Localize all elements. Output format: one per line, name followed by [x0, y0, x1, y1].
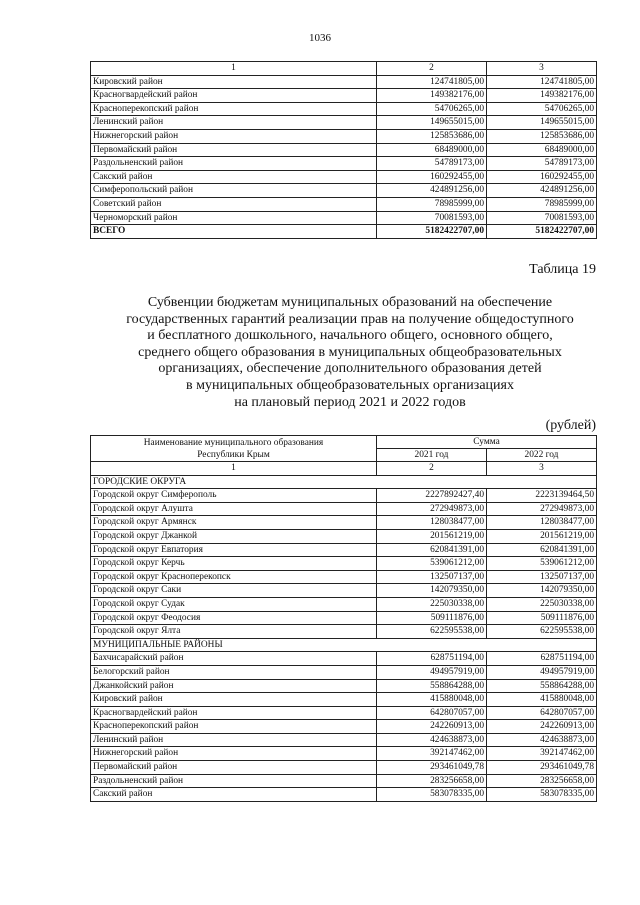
row-name: Белогорский район [91, 665, 377, 679]
row-name: Нижнегорский район [91, 129, 377, 143]
value-col3: 272949873,00 [487, 502, 597, 516]
value-col3: 642807057,00 [487, 706, 597, 720]
page-number: 1036 [309, 32, 331, 44]
value-col3: 125853686,00 [487, 129, 597, 143]
value-col3: 128038477,00 [487, 516, 597, 530]
value-col3: 78985999,00 [487, 197, 597, 211]
column-number: 1 [91, 62, 377, 76]
value-col3: 583078335,00 [487, 788, 597, 802]
value-col3: 509111876,00 [487, 611, 597, 625]
table-19 [90, 435, 597, 802]
value-col3: 132507137,00 [487, 570, 597, 584]
title-line: Субвенции бюджетам муниципальных образований на обеспечение [147, 295, 553, 310]
table-row [91, 557, 597, 571]
table-row [91, 116, 597, 130]
value-col2: 283256658,00 [377, 774, 487, 788]
value-col3: 142079350,00 [487, 584, 597, 598]
column-number: 2 [377, 62, 487, 76]
row-name: ВСЕГО [91, 225, 377, 239]
table-row [91, 761, 597, 775]
table-continued-body [91, 62, 597, 239]
value-col2: 424891256,00 [377, 184, 487, 198]
column-name-line: Наименование муниципального образования [143, 437, 324, 448]
value-col2: 225030338,00 [377, 597, 487, 611]
table-row [91, 584, 597, 598]
value-col2: 78985999,00 [377, 197, 487, 211]
column-number: 3 [487, 62, 597, 76]
value-col2: 125853686,00 [377, 129, 487, 143]
value-col3: 628751194,00 [487, 652, 597, 666]
value-col2: 160292455,00 [377, 170, 487, 184]
value-col3: 225030338,00 [487, 597, 597, 611]
value-col3: 124741805,00 [487, 75, 597, 89]
column-year-2022: 2022 год [487, 449, 597, 462]
row-name: Городской округ Армянск [91, 516, 377, 530]
row-name: Ленинский район [91, 116, 377, 130]
table-row [91, 502, 597, 516]
table-header-row [91, 62, 597, 76]
value-col2: 620841391,00 [377, 543, 487, 557]
column-sum-header: Сумма [377, 436, 597, 449]
table-row [91, 489, 597, 503]
table-row [91, 129, 597, 143]
table-row [91, 747, 597, 761]
row-name: Городской округ Джанкой [91, 529, 377, 543]
value-col3: 283256658,00 [487, 774, 597, 788]
table-title [60, 295, 640, 411]
table-row [91, 170, 597, 184]
row-name: Бахчисарайский район [91, 652, 377, 666]
row-name: Первомайский район [91, 143, 377, 157]
value-col2: 539061212,00 [377, 557, 487, 571]
table-row [91, 143, 597, 157]
column-name-header [91, 436, 377, 462]
value-col2: 149655015,00 [377, 116, 487, 130]
row-name: Симферопольский район [91, 184, 377, 198]
value-col2: 293461049,78 [377, 761, 487, 775]
value-col2: 558864288,00 [377, 679, 487, 693]
value-col2: 149382176,00 [377, 89, 487, 103]
row-name: Сакский район [91, 788, 377, 802]
column-number: 1 [91, 462, 377, 476]
value-col2: 272949873,00 [377, 502, 487, 516]
value-col2: 54789173,00 [377, 157, 487, 171]
row-name: Советский район [91, 197, 377, 211]
table-row [91, 157, 597, 171]
value-col3: 201561219,00 [487, 529, 597, 543]
section-title: ГОРОДСКИЕ ОКРУГА [91, 475, 597, 489]
value-col2: 509111876,00 [377, 611, 487, 625]
value-col3: 68489000,00 [487, 143, 597, 157]
value-col3: 424638873,00 [487, 733, 597, 747]
row-name: Городской округ Керчь [91, 557, 377, 571]
row-name: Городской округ Саки [91, 584, 377, 598]
value-col2: 583078335,00 [377, 788, 487, 802]
row-name: Черноморский район [91, 211, 377, 225]
value-col2: 494957919,00 [377, 665, 487, 679]
table-number-row [91, 462, 597, 476]
table-row [91, 788, 597, 802]
value-col3: 5182422707,00 [487, 225, 597, 239]
table-row [91, 706, 597, 720]
table-row [91, 570, 597, 584]
section-row [91, 475, 597, 489]
row-name: Городской округ Ялта [91, 625, 377, 639]
table-row [91, 597, 597, 611]
table-row [91, 543, 597, 557]
value-col2: 124741805,00 [377, 75, 487, 89]
row-name: Кировский район [91, 75, 377, 89]
value-col2: 128038477,00 [377, 516, 487, 530]
title-line: на плановый период 2021 и 2022 годов [234, 394, 466, 410]
value-col3: 149655015,00 [487, 116, 597, 130]
value-col3: 622595538,00 [487, 625, 597, 639]
value-col3: 70081593,00 [487, 211, 597, 225]
table-row [91, 625, 597, 639]
row-name: Городской округ Судак [91, 597, 377, 611]
value-col2: 242260913,00 [377, 720, 487, 734]
table-row [91, 184, 597, 198]
value-col2: 628751194,00 [377, 652, 487, 666]
row-name: Нижнегорский район [91, 747, 377, 761]
table-row [91, 720, 597, 734]
value-col2: 54706265,00 [377, 102, 487, 116]
value-col3: 620841391,00 [487, 543, 597, 557]
row-name: Городской округ Алушта [91, 502, 377, 516]
value-col2: 415880048,00 [377, 693, 487, 707]
table-continued [90, 61, 597, 239]
value-col2: 68489000,00 [377, 143, 487, 157]
table-19-body [91, 436, 597, 802]
table-row [91, 197, 597, 211]
value-col3: 2223139464,50 [487, 489, 597, 503]
table-row [91, 774, 597, 788]
section-row [91, 638, 597, 652]
table-row [91, 679, 597, 693]
value-col2: 622595538,00 [377, 625, 487, 639]
value-col2: 2227892427,40 [377, 489, 487, 503]
value-col3: 242260913,00 [487, 720, 597, 734]
table-row [91, 529, 597, 543]
table-row [91, 665, 597, 679]
column-number: 3 [487, 462, 597, 476]
title-line: в муниципальных общеобразовательных организациях [186, 377, 514, 393]
value-col2: 642807057,00 [377, 706, 487, 720]
value-col2: 201561219,00 [377, 529, 487, 543]
value-col3: 392147462,00 [487, 747, 597, 761]
table-row [91, 102, 597, 116]
row-name: Красногвардейский район [91, 89, 377, 103]
table-header-row [91, 436, 597, 449]
title-line: среднего общего образования в муниципальных общеобразовательных [138, 344, 562, 360]
title-line: государственных гарантий реализации прав на получение общедоступного [126, 311, 574, 327]
row-name: Красноперекопский район [91, 720, 377, 734]
table-row [91, 516, 597, 530]
value-col2: 142079350,00 [377, 584, 487, 598]
row-name: Сакский район [91, 170, 377, 184]
table-row [91, 611, 597, 625]
row-name: Раздольненский район [91, 157, 377, 171]
row-name: Джанкойский район [91, 679, 377, 693]
table-row [91, 75, 597, 89]
table-row [91, 211, 597, 225]
table-total-row [91, 225, 597, 239]
value-col3: 149382176,00 [487, 89, 597, 103]
column-year-2021: 2021 год [377, 449, 487, 462]
table-row [91, 733, 597, 747]
table-row [91, 693, 597, 707]
table-label: Таблица 19 [529, 262, 596, 277]
value-col2: 424638873,00 [377, 733, 487, 747]
section-title: МУНИЦИПАЛЬНЫЕ РАЙОНЫ [91, 638, 597, 652]
value-col3: 54789173,00 [487, 157, 597, 171]
value-col2: 392147462,00 [377, 747, 487, 761]
title-line: организациях, обеспечение дополнительного образования детей [158, 361, 542, 377]
value-col2: 70081593,00 [377, 211, 487, 225]
value-col3: 293461049,78 [487, 761, 597, 775]
value-col2: 132507137,00 [377, 570, 487, 584]
value-col3: 494957919,00 [487, 665, 597, 679]
unit-label: (рублей) [545, 418, 596, 433]
value-col3: 558864288,00 [487, 679, 597, 693]
title-line: и бесплатного дошкольного, начального общего, основного общего, [147, 328, 553, 344]
column-name-line: Республики Крым [197, 449, 270, 460]
row-name: Городской округ Симферополь [91, 489, 377, 503]
row-name: Раздольненский район [91, 774, 377, 788]
row-name: Красногвардейский район [91, 706, 377, 720]
table-row [91, 652, 597, 666]
row-name: Городской округ Евпатория [91, 543, 377, 557]
row-name: Красноперекопский район [91, 102, 377, 116]
row-name: Кировский район [91, 693, 377, 707]
value-col3: 160292455,00 [487, 170, 597, 184]
table-row [91, 89, 597, 103]
row-name: Ленинский район [91, 733, 377, 747]
column-number: 2 [377, 462, 487, 476]
row-name: Городской округ Красноперекопск [91, 570, 377, 584]
value-col2: 5182422707,00 [377, 225, 487, 239]
value-col3: 424891256,00 [487, 184, 597, 198]
value-col3: 415880048,00 [487, 693, 597, 707]
value-col3: 539061212,00 [487, 557, 597, 571]
value-col3: 54706265,00 [487, 102, 597, 116]
row-name: Первомайский район [91, 761, 377, 775]
row-name: Городской округ Феодосия [91, 611, 377, 625]
